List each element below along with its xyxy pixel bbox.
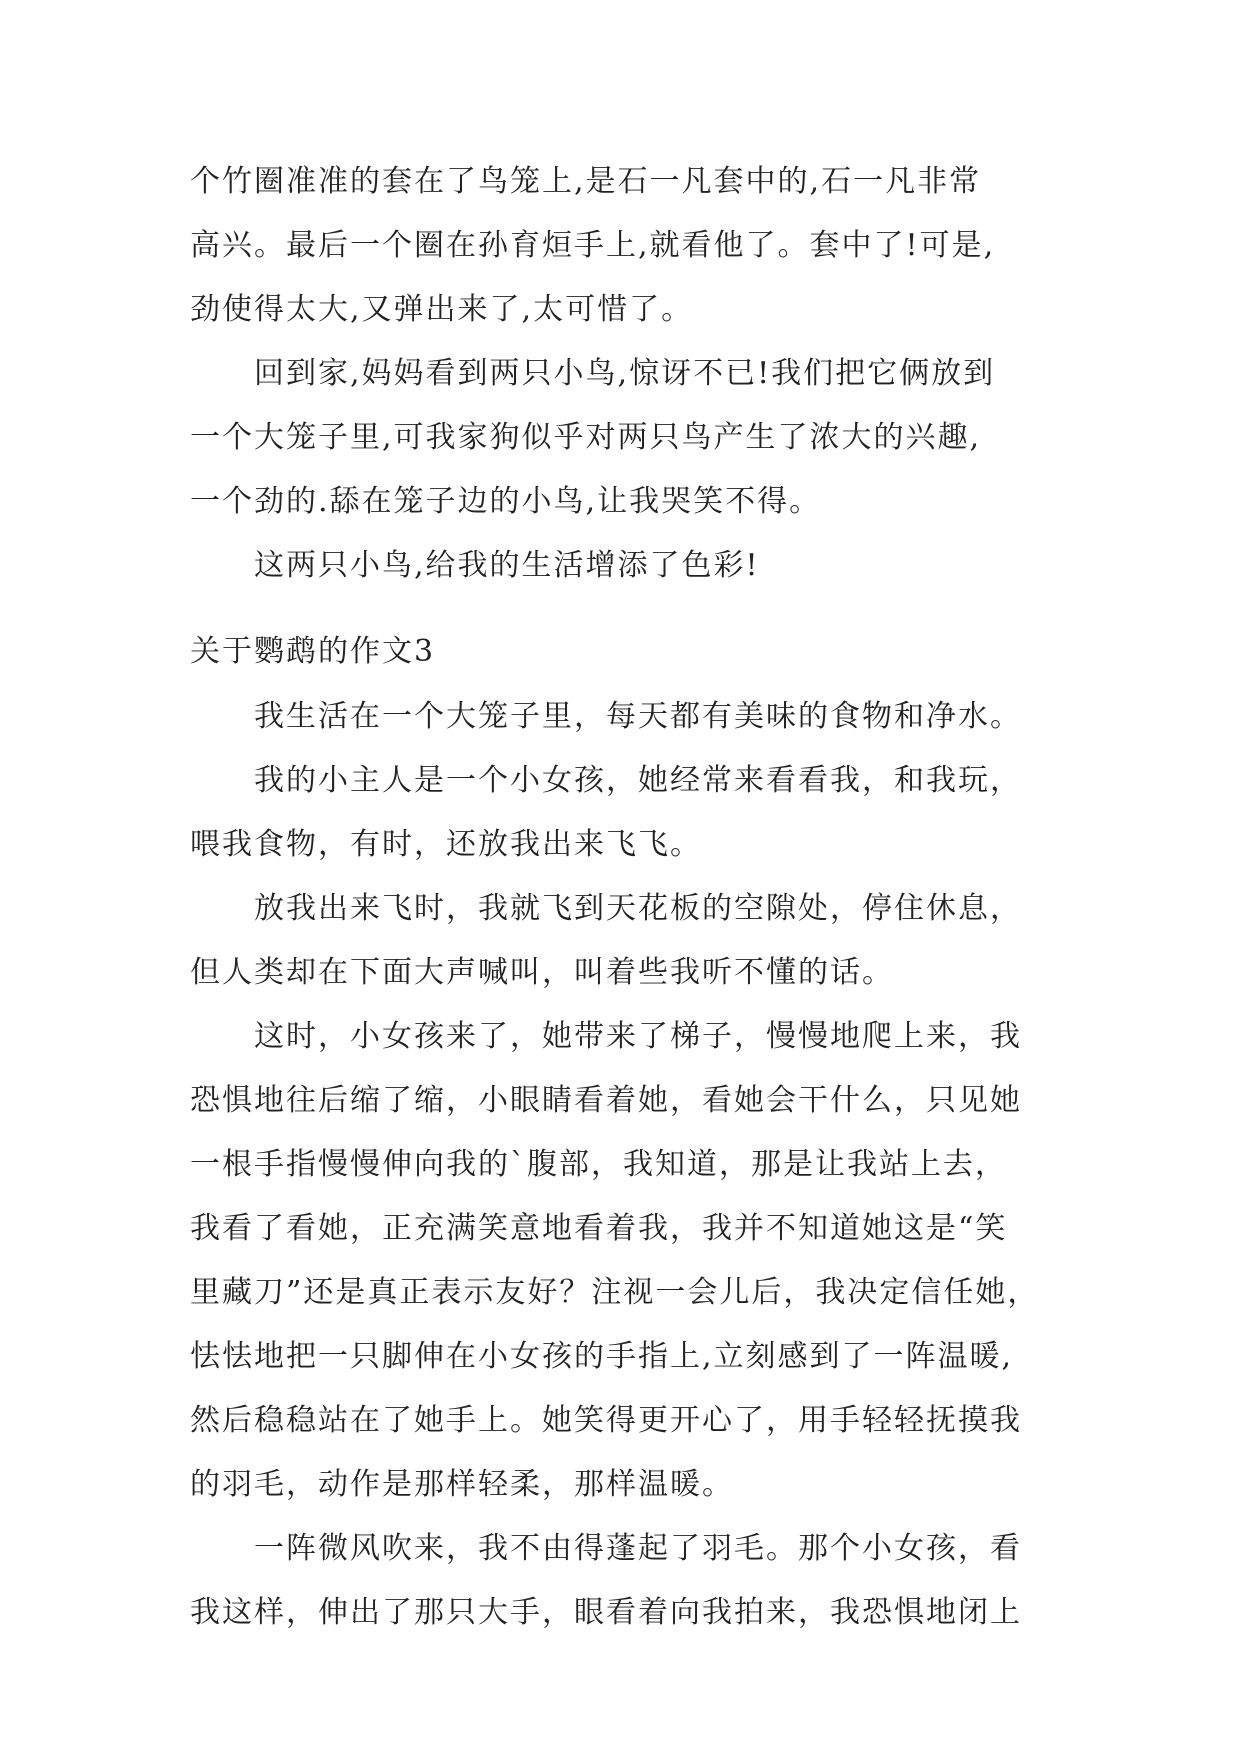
text-line: 回到家,妈妈看到两只小鸟,惊讶不已!我们把它俩放到 — [190, 356, 996, 391]
text-line: 恐惧地往后缩了缩，小眼睛看着她，看她会干什么，只见她 — [190, 1083, 1022, 1118]
text-line: 一个大笼子里,可我家狗似乎对两只鸟产生了浓大的兴趣, — [190, 420, 982, 455]
essay-part-1 — [190, 150, 1060, 598]
text-line: 喂我食物，有时，还放我出来飞飞。 — [190, 827, 702, 862]
text-line: 然后稳稳站在了她手上。她笑得更开心了，用手轻轻抚摸我 — [190, 1403, 1022, 1438]
text-line: 我这样，伸出了那只大手，眼看着向我拍来，我恐惧地闭上 — [190, 1595, 1022, 1630]
text-line: 劲使得太大,又弹出来了,太可惜了。 — [190, 292, 694, 327]
text-line: 个竹圈准准的套在了鸟笼上,是石一凡套中的,石一凡非常 — [190, 164, 982, 199]
text-line: 放我出来飞时，我就飞到天花板的空隙处，停住休息， — [190, 891, 1022, 926]
essay-heading: 关于鹦鹉的作文3 — [190, 634, 436, 669]
text-line: 我生活在一个大笼子里，每天都有美味的食物和净水。 — [190, 699, 1022, 734]
text-line: 我的小主人是一个小女孩，她经常来看看我，和我玩， — [190, 763, 1022, 798]
text-line: 里藏刀”还是真正表示友好？注视一会儿后，我决定信任她， — [190, 1275, 1040, 1310]
text-line: 但人类却在下面大声喊叫，叫着些我听不懂的话。 — [190, 955, 894, 990]
text-line: 一个劲的.舔在笼子边的小鸟,让我哭笑不得。 — [190, 484, 822, 519]
text-line: 这两只小鸟,给我的生活增添了色彩! — [190, 548, 760, 583]
text-line: 我看了看她，正充满笑意地看着我，我并不知道她这是“笑 — [190, 1211, 1008, 1246]
essay-part-2 — [190, 685, 1060, 1645]
text-line: 这时，小女孩来了，她带来了梯子，慢慢地爬上来，我 — [190, 1019, 1022, 1054]
text-line: 一根手指慢慢伸向我的`腹部，我知道，那是让我站上去， — [190, 1147, 1007, 1182]
text-line: 怯怯地把一只脚伸在小女孩的手指上,立刻感到了一阵温暖, — [190, 1339, 1014, 1374]
text-line: 的羽毛，动作是那样轻柔，那样温暖。 — [190, 1467, 734, 1502]
text-line: 高兴。最后一个圈在孙育烜手上,就看他了。套中了!可是, — [190, 228, 996, 263]
text-line: 一阵微风吹来，我不由得蓬起了羽毛。那个小女孩，看 — [190, 1531, 1022, 1566]
